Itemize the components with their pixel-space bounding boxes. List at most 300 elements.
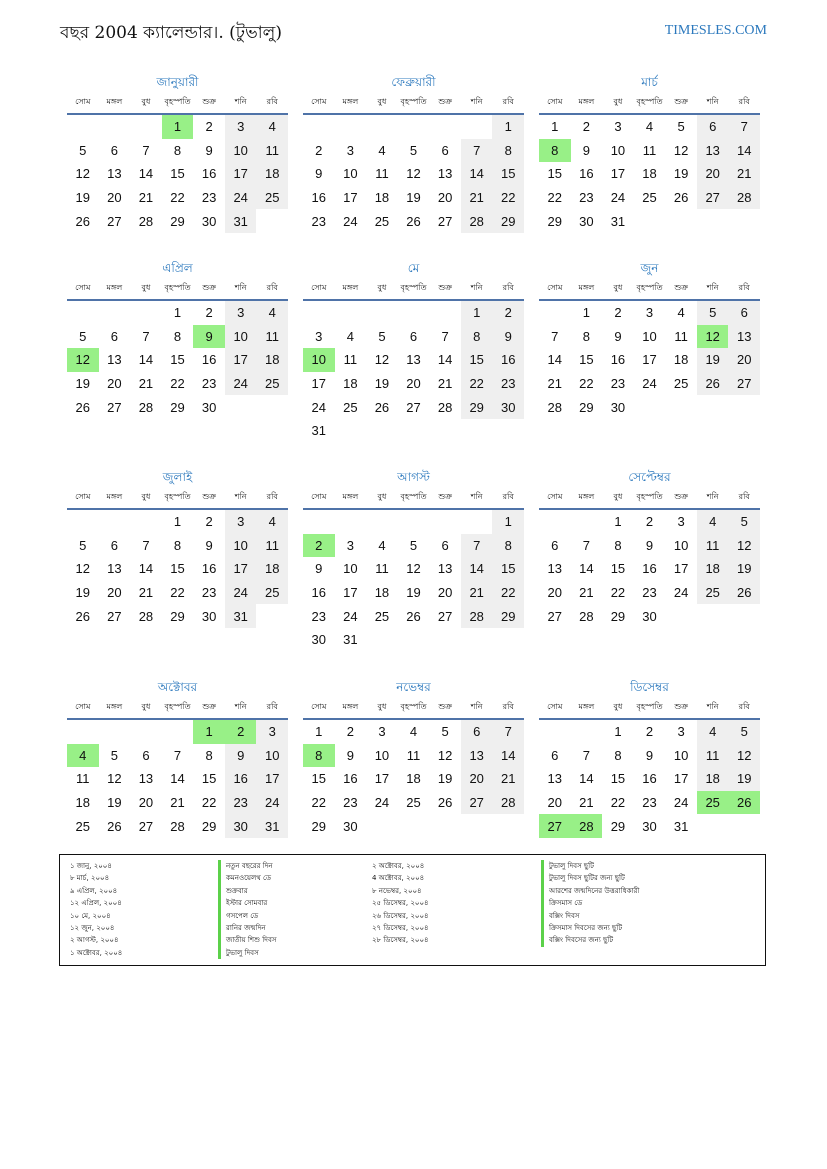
empty-day-cell xyxy=(99,115,131,139)
weekday-label: মঙ্গল xyxy=(106,492,123,501)
holiday-dates-column-right xyxy=(372,860,429,947)
day-cell: 7 xyxy=(461,534,493,558)
day-cell: 21 xyxy=(728,162,760,186)
day-cell: 4 xyxy=(677,305,685,321)
weekday-header xyxy=(67,700,288,720)
day-cell: 1 xyxy=(173,305,182,321)
day-cell: 14 xyxy=(461,557,493,581)
day-cell: 4 xyxy=(346,328,354,344)
day-cell: 20 xyxy=(437,190,453,206)
holiday-day-cell: 26 xyxy=(728,791,760,815)
day-cell: 26 xyxy=(437,795,453,811)
day-cell: 3 xyxy=(225,510,257,534)
day-cell: 14 xyxy=(579,771,594,787)
weekday-label: মঙ্গল xyxy=(578,283,595,292)
day-cell: 29 xyxy=(492,604,524,628)
empty-day-cell xyxy=(492,814,524,838)
weekday-label: রবি xyxy=(738,97,750,106)
empty-day-cell xyxy=(67,301,99,325)
day-cell: 4 xyxy=(256,115,288,139)
weekday-label: বুধ xyxy=(377,492,387,501)
weekday-label: মঙ্গল xyxy=(342,97,359,106)
day-cell: 29 xyxy=(610,608,626,624)
empty-day-cell xyxy=(634,395,666,419)
day-cell: 8 xyxy=(173,537,182,553)
day-cell: 18 xyxy=(256,162,288,186)
day-cell: 26 xyxy=(406,608,421,624)
day-cell: 4 xyxy=(645,119,654,135)
month-days xyxy=(67,510,288,628)
day-cell: 13 xyxy=(107,166,122,182)
month-calendar xyxy=(539,468,760,628)
week-row xyxy=(303,791,524,815)
empty-day-cell xyxy=(335,510,367,534)
week-row xyxy=(67,301,288,325)
weekday-label: সোম xyxy=(75,492,91,501)
weekday-label: শনি xyxy=(234,283,247,292)
day-cell: 11 xyxy=(256,325,288,349)
weekday-label: মঙ্গল xyxy=(342,702,359,711)
day-cell: 1 xyxy=(582,305,590,321)
day-cell: 30 xyxy=(201,608,217,624)
day-cell: 25 xyxy=(256,186,288,210)
weekday-label: শুক্র xyxy=(438,492,452,501)
day-cell: 11 xyxy=(375,166,389,182)
week-row xyxy=(539,581,760,605)
day-cell: 26 xyxy=(75,213,91,229)
day-cell: 5 xyxy=(79,328,87,344)
week-row xyxy=(303,557,524,581)
week-row xyxy=(303,581,524,605)
week-row xyxy=(303,510,524,534)
day-cell: 1 xyxy=(173,514,182,530)
week-row xyxy=(303,744,524,768)
day-cell: 21 xyxy=(138,376,154,392)
day-cell: 9 xyxy=(645,747,654,763)
page-title: বছর 2004 ক্যালেন্ডার।. (টুভালু) xyxy=(60,23,282,43)
empty-day-cell xyxy=(461,814,493,838)
day-cell: 16 xyxy=(225,767,257,791)
day-cell: 29 xyxy=(311,818,327,834)
empty-day-cell xyxy=(461,628,493,652)
empty-day-cell xyxy=(130,301,162,325)
empty-day-cell xyxy=(256,395,288,419)
weekday-label: সোম xyxy=(547,702,563,711)
day-cell: 10 xyxy=(225,534,257,558)
weekday-label: সোম xyxy=(75,97,91,106)
day-cell: 2 xyxy=(315,142,323,158)
day-cell: 1 xyxy=(551,119,559,135)
holiday-date: ৮ মার্চ, ২০০৪ xyxy=(70,874,110,883)
day-cell: 19 xyxy=(374,376,390,392)
week-row xyxy=(303,325,524,349)
empty-day-cell xyxy=(335,419,367,443)
day-cell: 8 xyxy=(492,534,524,558)
day-cell: 31 xyxy=(225,604,257,628)
empty-day-cell xyxy=(728,604,760,628)
empty-day-cell xyxy=(335,301,367,325)
day-cell: 11 xyxy=(674,328,688,344)
holiday-name: নতুন বছরের দিন xyxy=(218,860,277,872)
day-cell: 26 xyxy=(406,213,421,229)
day-cell: 10 xyxy=(256,744,288,768)
day-cell: 25 xyxy=(697,581,729,605)
day-cell: 21 xyxy=(138,585,154,601)
day-cell: 18 xyxy=(697,557,729,581)
day-cell: 17 xyxy=(343,190,358,206)
empty-day-cell xyxy=(99,301,131,325)
weekday-label: মঙ্গল xyxy=(578,492,595,501)
day-cell: 12 xyxy=(437,747,453,763)
day-cell: 2 xyxy=(205,514,213,530)
empty-day-cell xyxy=(366,419,398,443)
holiday-date: ২৮ ডিসেম্বর, ২০০৪ xyxy=(372,936,429,945)
day-cell: 17 xyxy=(225,162,257,186)
day-cell: 10 xyxy=(610,142,626,158)
weekday-label: বুধ xyxy=(141,283,151,292)
weekday-label: রবি xyxy=(266,97,278,106)
day-cell: 17 xyxy=(610,166,626,182)
day-cell: 9 xyxy=(225,744,257,768)
empty-day-cell xyxy=(366,814,398,838)
weekday-label: শনি xyxy=(234,492,247,501)
weekday-label: সোম xyxy=(547,492,563,501)
day-cell: 20 xyxy=(107,190,122,206)
month-calendar xyxy=(67,259,288,419)
week-row xyxy=(303,139,524,163)
empty-day-cell xyxy=(366,510,398,534)
day-cell: 27 xyxy=(107,608,122,624)
day-cell: 17 xyxy=(642,352,657,368)
day-cell: 13 xyxy=(697,139,729,163)
day-cell: 27 xyxy=(107,213,122,229)
week-row xyxy=(539,325,760,349)
empty-day-cell xyxy=(697,814,729,838)
day-cell: 21 xyxy=(138,190,154,206)
day-cell: 16 xyxy=(201,561,217,577)
week-row xyxy=(539,395,760,419)
empty-day-cell xyxy=(303,301,335,325)
day-cell: 19 xyxy=(406,585,421,601)
day-cell: 28 xyxy=(170,818,185,834)
week-row xyxy=(67,348,288,372)
day-cell: 23 xyxy=(201,190,217,206)
weekday-label: শুক্র xyxy=(438,283,452,292)
day-cell: 13 xyxy=(461,744,493,768)
holiday-day-cell: 2 xyxy=(225,720,257,744)
month-name: অক্টোবর xyxy=(157,680,198,694)
holiday-name: ইস্টার সোমবার xyxy=(218,897,277,909)
empty-day-cell xyxy=(67,115,99,139)
empty-day-cell xyxy=(665,209,697,233)
day-cell: 28 xyxy=(138,608,154,624)
day-cell: 9 xyxy=(614,328,622,344)
day-cell: 28 xyxy=(547,399,563,415)
day-cell: 27 xyxy=(107,399,122,415)
day-cell: 18 xyxy=(406,771,421,787)
weekday-label: বৃহস্পতি xyxy=(400,492,427,501)
day-cell: 15 xyxy=(170,166,185,182)
month-days xyxy=(303,301,524,443)
month-name: জুলাই xyxy=(162,470,193,484)
week-row xyxy=(539,791,760,815)
holiday-name: বক্সিং দিবসের জন্য ছুটি xyxy=(541,934,639,946)
day-cell: 8 xyxy=(461,325,493,349)
week-row xyxy=(539,115,760,139)
weekday-label: সোম xyxy=(75,283,91,292)
day-cell: 18 xyxy=(256,557,288,581)
day-cell: 17 xyxy=(343,585,358,601)
day-cell: 11 xyxy=(375,561,389,577)
day-cell: 12 xyxy=(728,534,760,558)
day-cell: 25 xyxy=(256,372,288,396)
weekday-label: রবি xyxy=(738,492,750,501)
day-cell: 24 xyxy=(374,795,390,811)
day-cell: 13 xyxy=(406,352,421,368)
holiday-name: টুভালু দিবস xyxy=(218,947,277,959)
day-cell: 11 xyxy=(642,142,657,158)
weekday-label: শনি xyxy=(234,97,247,106)
day-cell: 15 xyxy=(547,166,563,182)
holiday-day-cell: 2 xyxy=(303,534,335,558)
day-cell: 11 xyxy=(256,534,288,558)
day-cell: 13 xyxy=(547,771,563,787)
week-row xyxy=(67,791,288,815)
day-cell: 11 xyxy=(697,534,729,558)
empty-day-cell xyxy=(366,628,398,652)
day-cell: 24 xyxy=(642,376,657,392)
month-name: আগস্ট xyxy=(397,470,430,484)
weekday-label: মঙ্গল xyxy=(342,283,359,292)
day-cell: 29 xyxy=(461,395,493,419)
day-cell: 9 xyxy=(315,166,323,182)
day-cell: 15 xyxy=(170,561,185,577)
week-row xyxy=(539,767,760,791)
day-cell: 1 xyxy=(614,724,622,740)
weekday-label: রবি xyxy=(502,97,514,106)
day-cell: 18 xyxy=(697,767,729,791)
month-calendar xyxy=(303,468,524,652)
day-cell: 25 xyxy=(673,376,689,392)
day-cell: 23 xyxy=(610,376,626,392)
week-row xyxy=(539,604,760,628)
holiday-day-cell: 9 xyxy=(193,325,225,349)
day-cell: 27 xyxy=(697,186,729,210)
week-row xyxy=(67,115,288,139)
day-cell: 30 xyxy=(492,395,524,419)
empty-day-cell xyxy=(67,510,99,534)
day-cell: 12 xyxy=(107,771,122,787)
week-row xyxy=(303,372,524,396)
week-row xyxy=(539,814,760,838)
day-cell: 27 xyxy=(461,791,493,815)
weekday-label: শনি xyxy=(234,702,247,711)
day-cell: 23 xyxy=(311,213,327,229)
weekday-label: রবি xyxy=(738,702,750,711)
day-cell: 14 xyxy=(437,352,453,368)
week-row xyxy=(303,767,524,791)
holiday-name: বক্সিং দিবস xyxy=(541,910,639,922)
day-cell: 2 xyxy=(645,514,654,530)
month-calendar xyxy=(539,259,760,419)
day-cell: 23 xyxy=(201,585,217,601)
day-cell: 29 xyxy=(170,213,185,229)
holiday-name: আরশের জন্মদিনের উত্তরাধিকারী xyxy=(541,885,639,897)
day-cell: 6 xyxy=(697,115,729,139)
day-cell: 14 xyxy=(461,162,493,186)
holiday-day-cell: 25 xyxy=(697,791,729,815)
week-row xyxy=(539,139,760,163)
empty-day-cell xyxy=(634,209,666,233)
day-cell: 24 xyxy=(610,190,626,206)
day-cell: 31 xyxy=(673,818,689,834)
month-calendar xyxy=(67,73,288,233)
weekday-label: বৃহস্পতি xyxy=(400,97,427,106)
day-cell: 1 xyxy=(461,301,493,325)
holiday-day-cell: 4 xyxy=(67,744,99,768)
empty-day-cell xyxy=(429,419,461,443)
day-cell: 6 xyxy=(441,142,449,158)
month-calendar xyxy=(303,259,524,443)
day-cell: 1 xyxy=(492,510,524,534)
weekday-label: রবি xyxy=(266,283,278,292)
empty-day-cell xyxy=(398,628,430,652)
day-cell: 14 xyxy=(138,352,154,368)
weekday-header xyxy=(539,700,760,720)
empty-day-cell xyxy=(461,115,493,139)
day-cell: 6 xyxy=(551,537,559,553)
empty-day-cell xyxy=(429,628,461,652)
day-cell: 3 xyxy=(315,328,323,344)
day-cell: 21 xyxy=(579,795,594,811)
day-cell: 7 xyxy=(582,747,590,763)
day-cell: 30 xyxy=(579,213,594,229)
weekday-label: রবি xyxy=(738,283,750,292)
site-link[interactable]: TIMESLES.COM xyxy=(664,23,767,38)
day-cell: 26 xyxy=(107,818,122,834)
month-name: মে xyxy=(407,261,420,275)
month-days xyxy=(67,720,288,838)
day-cell: 3 xyxy=(378,724,386,740)
day-cell: 10 xyxy=(225,325,257,349)
empty-day-cell xyxy=(697,395,729,419)
weekday-label: শুক্র xyxy=(202,492,216,501)
day-cell: 20 xyxy=(547,585,563,601)
day-cell: 3 xyxy=(677,514,685,530)
weekday-header xyxy=(539,490,760,510)
holiday-list xyxy=(59,854,766,966)
empty-day-cell xyxy=(539,510,571,534)
weekday-label: সোম xyxy=(311,283,327,292)
empty-day-cell xyxy=(130,510,162,534)
holiday-name: রানির জন্মদিন xyxy=(218,922,277,934)
week-row xyxy=(67,139,288,163)
holiday-day-cell: 8 xyxy=(303,744,335,768)
day-cell: 3 xyxy=(256,720,288,744)
weekday-label: শনি xyxy=(470,492,483,501)
day-cell: 19 xyxy=(75,376,91,392)
day-cell: 5 xyxy=(110,747,118,763)
empty-day-cell xyxy=(225,395,257,419)
weekday-label: মঙ্গল xyxy=(342,492,359,501)
month-days xyxy=(303,720,524,838)
day-cell: 18 xyxy=(343,376,358,392)
weekday-label: বৃহস্পতি xyxy=(164,492,191,501)
day-cell: 23 xyxy=(201,376,217,392)
day-cell: 27 xyxy=(728,372,760,396)
day-cell: 30 xyxy=(201,213,217,229)
day-cell: 5 xyxy=(728,720,760,744)
day-cell: 8 xyxy=(173,142,182,158)
day-cell: 28 xyxy=(492,791,524,815)
month-days xyxy=(67,115,288,233)
holiday-date: ৮ নভেম্বর, ২০০৪ xyxy=(372,886,422,895)
day-cell: 11 xyxy=(697,744,729,768)
day-cell: 24 xyxy=(343,213,358,229)
day-cell: 10 xyxy=(343,561,358,577)
day-cell: 10 xyxy=(374,747,390,763)
weekday-label: মঙ্গল xyxy=(578,97,595,106)
day-cell: 14 xyxy=(170,771,185,787)
week-row xyxy=(303,115,524,139)
month-days xyxy=(539,720,760,838)
week-row xyxy=(539,372,760,396)
weekday-label: শুক্র xyxy=(674,97,688,106)
day-cell: 5 xyxy=(697,301,729,325)
empty-day-cell xyxy=(461,419,493,443)
day-cell: 18 xyxy=(673,352,689,368)
day-cell: 22 xyxy=(201,795,217,811)
empty-day-cell xyxy=(571,510,603,534)
empty-day-cell xyxy=(697,209,729,233)
day-cell: 21 xyxy=(461,186,493,210)
day-cell: 20 xyxy=(437,585,453,601)
day-cell: 3 xyxy=(645,305,654,321)
day-cell: 7 xyxy=(728,115,760,139)
day-cell: 7 xyxy=(492,720,524,744)
day-cell: 24 xyxy=(225,186,257,210)
weekday-header xyxy=(539,95,760,115)
week-row xyxy=(539,557,760,581)
holiday-dates-column-left xyxy=(70,860,122,959)
weekday-label: বুধ xyxy=(377,702,387,711)
empty-day-cell xyxy=(99,720,131,744)
week-row xyxy=(67,604,288,628)
weekday-label: শুক্র xyxy=(202,283,216,292)
weekday-label: সোম xyxy=(311,702,327,711)
day-cell: 20 xyxy=(461,767,493,791)
week-row xyxy=(303,301,524,325)
day-cell: 30 xyxy=(311,632,327,648)
day-cell: 17 xyxy=(374,771,390,787)
day-cell: 13 xyxy=(547,561,563,577)
day-cell: 15 xyxy=(311,771,327,787)
day-cell: 17 xyxy=(311,376,327,392)
day-cell: 27 xyxy=(406,399,421,415)
day-cell: 27 xyxy=(138,818,154,834)
day-cell: 2 xyxy=(346,724,354,740)
day-cell: 25 xyxy=(642,190,657,206)
day-cell: 6 xyxy=(110,537,118,553)
weekday-label: বুধ xyxy=(613,702,623,711)
day-cell: 22 xyxy=(610,585,626,601)
day-cell: 16 xyxy=(642,561,657,577)
holiday-date: ২ আগস্ট, ২০০৪ xyxy=(70,936,119,945)
day-cell: 15 xyxy=(170,352,185,368)
empty-day-cell xyxy=(492,628,524,652)
day-cell: 25 xyxy=(343,399,358,415)
day-cell: 23 xyxy=(343,795,358,811)
